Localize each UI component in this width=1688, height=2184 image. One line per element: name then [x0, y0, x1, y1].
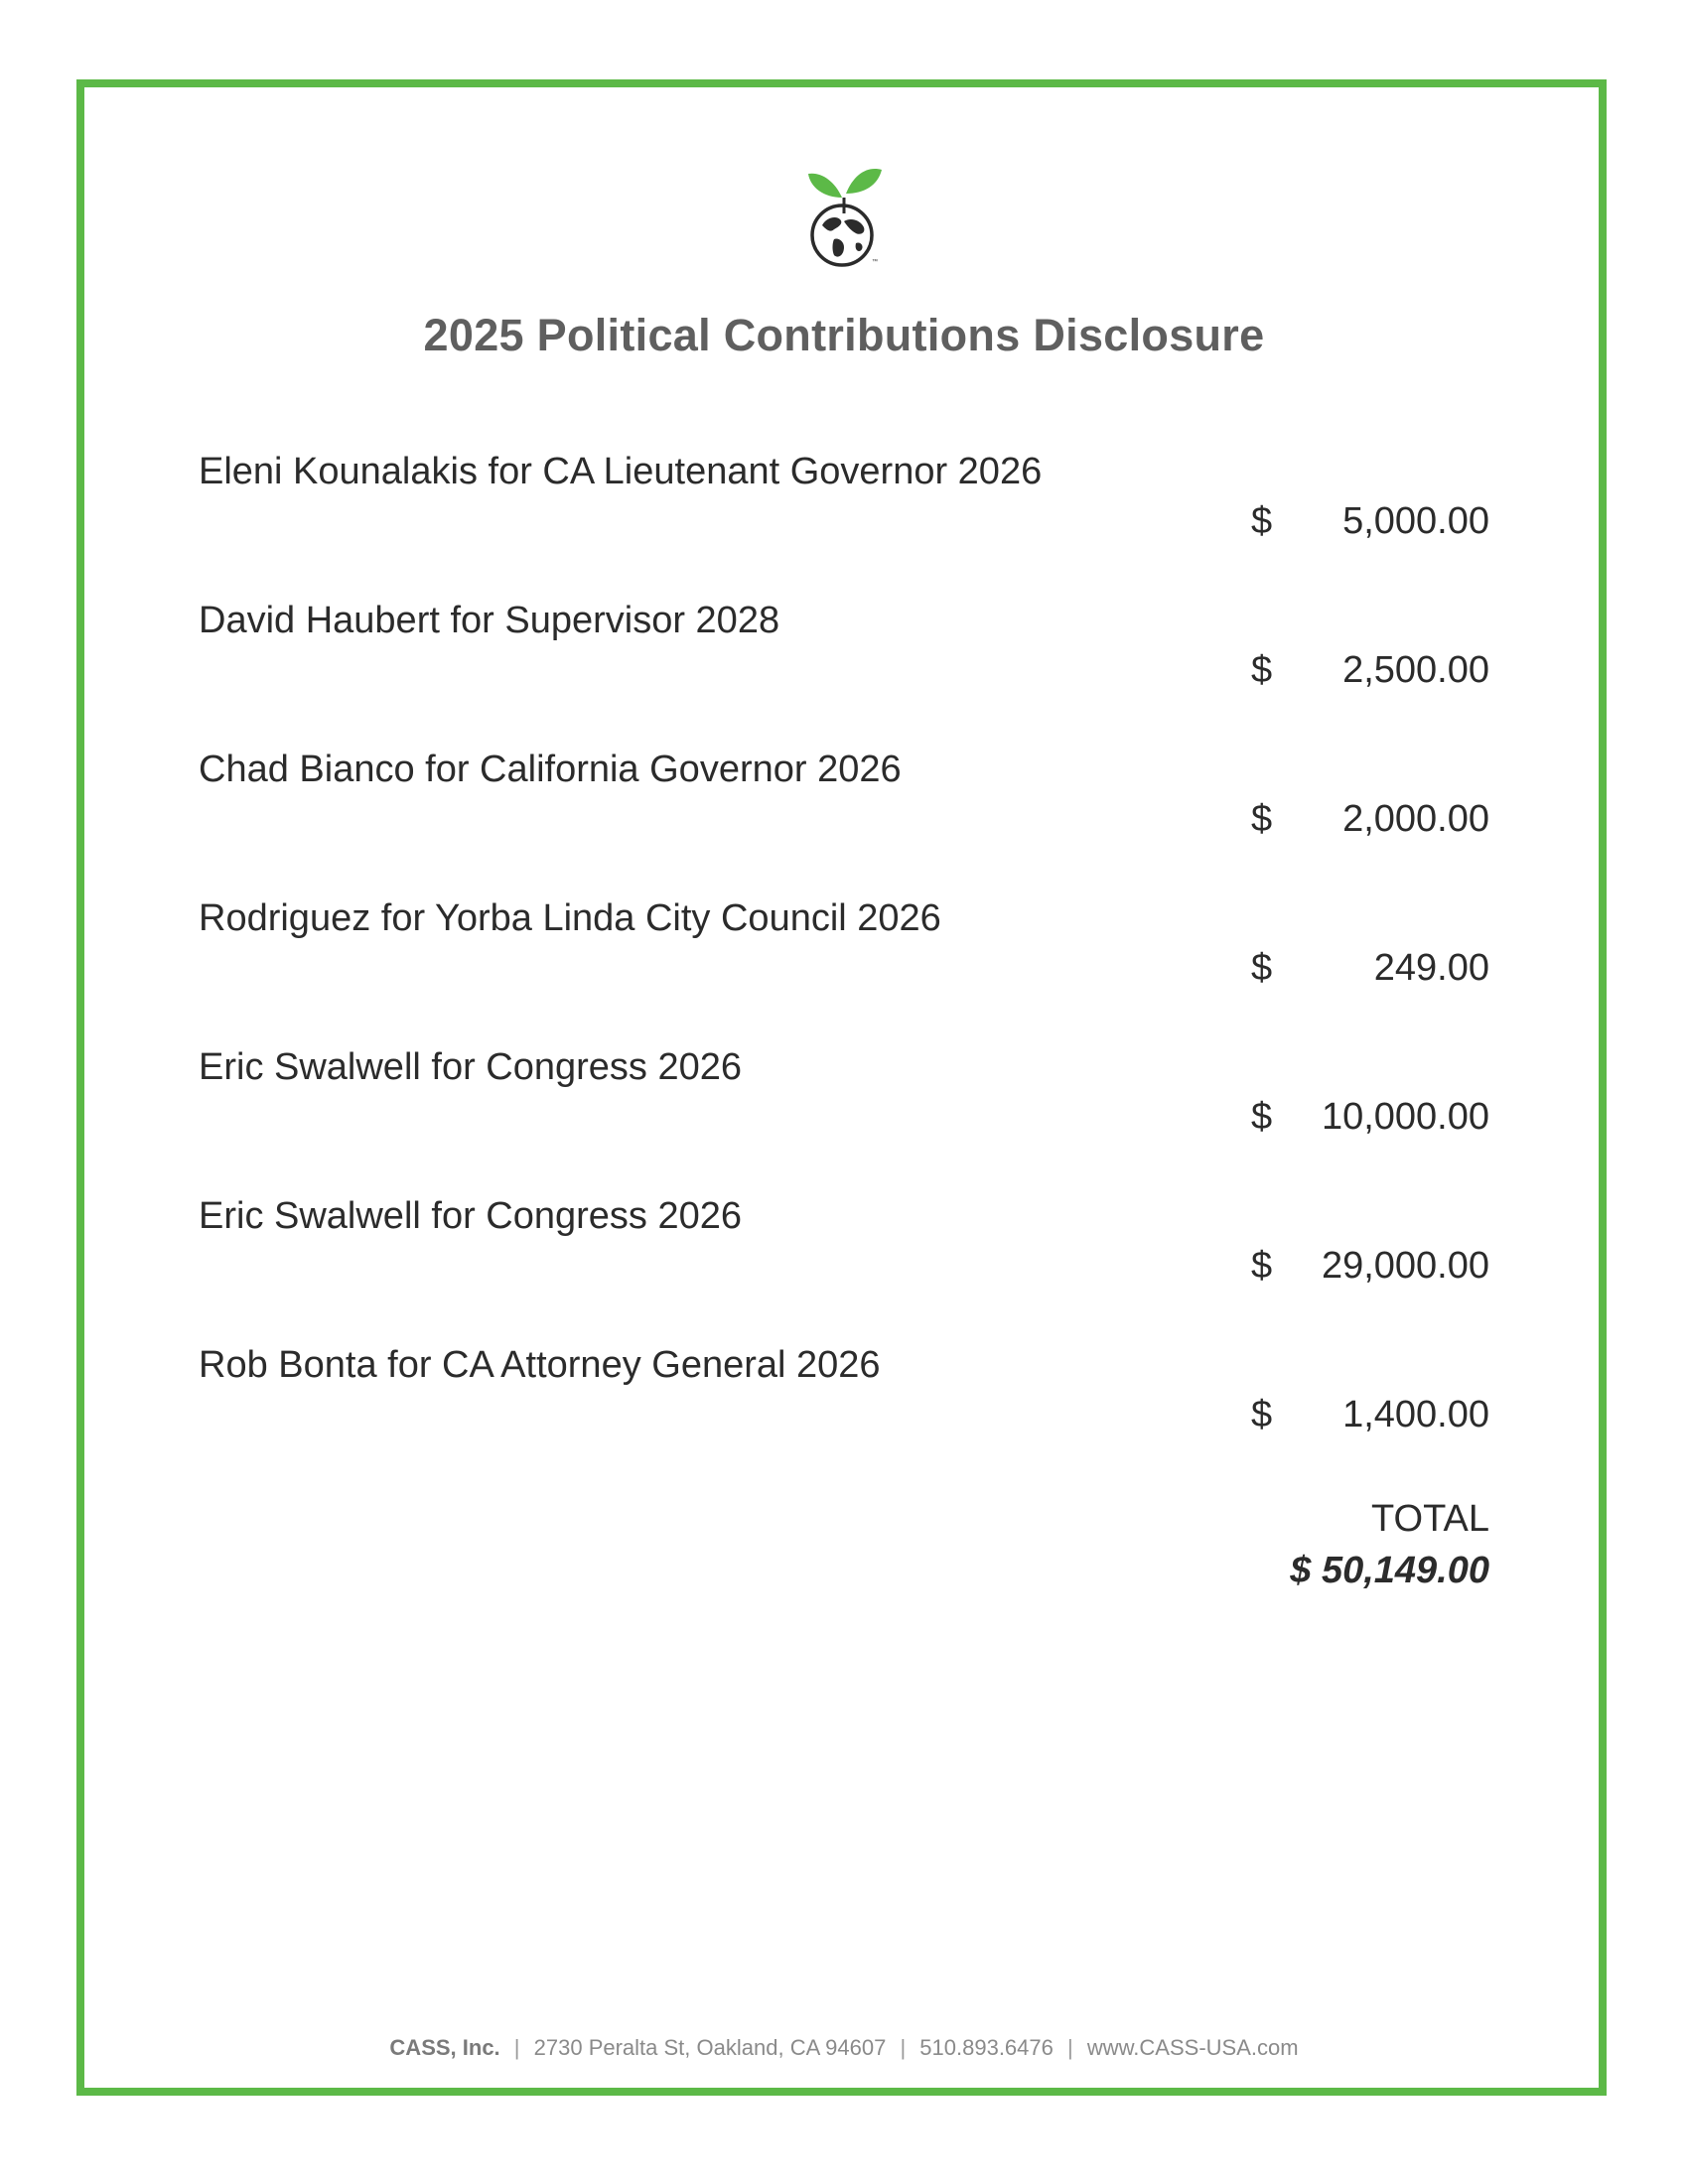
recipient-name: Rob Bonta for CA Attorney General 2026: [199, 1344, 881, 1386]
footer-address: 2730 Peralta St, Oakland, CA 94607: [533, 2035, 887, 2060]
amount-value: 2,500.00: [1342, 649, 1489, 691]
list-item: [199, 1040, 1489, 1189]
recipient-name: David Haubert for Supervisor 2028: [199, 600, 780, 641]
amount-value: 5,000.00: [1342, 500, 1489, 542]
amount-value: 10,000.00: [1321, 1096, 1489, 1138]
list-item: [199, 1338, 1489, 1487]
continent-shape: [822, 217, 841, 231]
footer-separator: |: [900, 2035, 907, 2060]
contribution-amount: [1251, 947, 1489, 997]
currency-symbol: $: [1251, 649, 1273, 691]
recipient-name: Eric Swalwell for Congress 2026: [199, 1195, 743, 1237]
list-item: [199, 743, 1489, 891]
list-item: [199, 891, 1489, 1040]
footer-phone: 510.893.6476: [919, 2035, 1054, 2060]
right-leaf-shape: [846, 169, 882, 194]
currency-symbol: $: [1251, 500, 1273, 542]
footer-website[interactable]: www.CASS-USA.com: [1086, 2035, 1299, 2060]
currency-symbol: $: [1251, 1096, 1273, 1138]
recipient-name: Chad Bianco for California Governor 2026: [199, 749, 902, 790]
contribution-amount: [1251, 500, 1489, 550]
contribution-amount: [1251, 1245, 1489, 1295]
continent-shape: [856, 242, 863, 251]
total-block: [1290, 1493, 1489, 1596]
trademark-mark: ™: [872, 259, 878, 265]
contribution-amount: [1251, 1394, 1489, 1443]
continent-shape: [844, 219, 864, 234]
contribution-amount: [1251, 798, 1489, 848]
contribution-amount: [1251, 1096, 1489, 1146]
contribution-amount: [1251, 649, 1489, 699]
left-leaf-shape: [808, 174, 842, 198]
footer: [0, 2035, 1688, 2061]
recipient-name: Eleni Kounalakis for CA Lieutenant Governor 2026: [199, 451, 1043, 492]
currency-symbol: $: [1251, 1245, 1273, 1287]
currency-symbol: $: [1251, 947, 1273, 989]
footer-company: CASS, Inc.: [389, 2035, 500, 2060]
list-item: [199, 594, 1489, 743]
footer-separator: |: [513, 2035, 520, 2060]
contributions-list: [199, 445, 1489, 1487]
globe-outline: [812, 205, 872, 265]
list-item: [199, 1189, 1489, 1338]
amount-value: 249.00: [1373, 947, 1489, 989]
currency-symbol: $: [1251, 1394, 1273, 1435]
continent-shape: [833, 238, 845, 256]
recipient-name: Rodriguez for Yorba Linda City Council 2026: [199, 897, 941, 939]
list-item: [199, 445, 1489, 594]
total-value: $ 50,149.00: [1290, 1550, 1489, 1591]
recipient-name: Eric Swalwell for Congress 2026: [199, 1046, 743, 1088]
amount-value: 1,400.00: [1342, 1394, 1489, 1435]
amount-value: 29,000.00: [1321, 1245, 1489, 1287]
footer-separator: |: [1067, 2035, 1073, 2060]
total-label: TOTAL: [1371, 1498, 1489, 1540]
globe-with-sprout-icon: [804, 156, 884, 267]
amount-value: 2,000.00: [1342, 798, 1489, 840]
page-title: 2025 Political Contributions Disclosure: [423, 310, 1265, 360]
currency-symbol: $: [1251, 798, 1273, 840]
